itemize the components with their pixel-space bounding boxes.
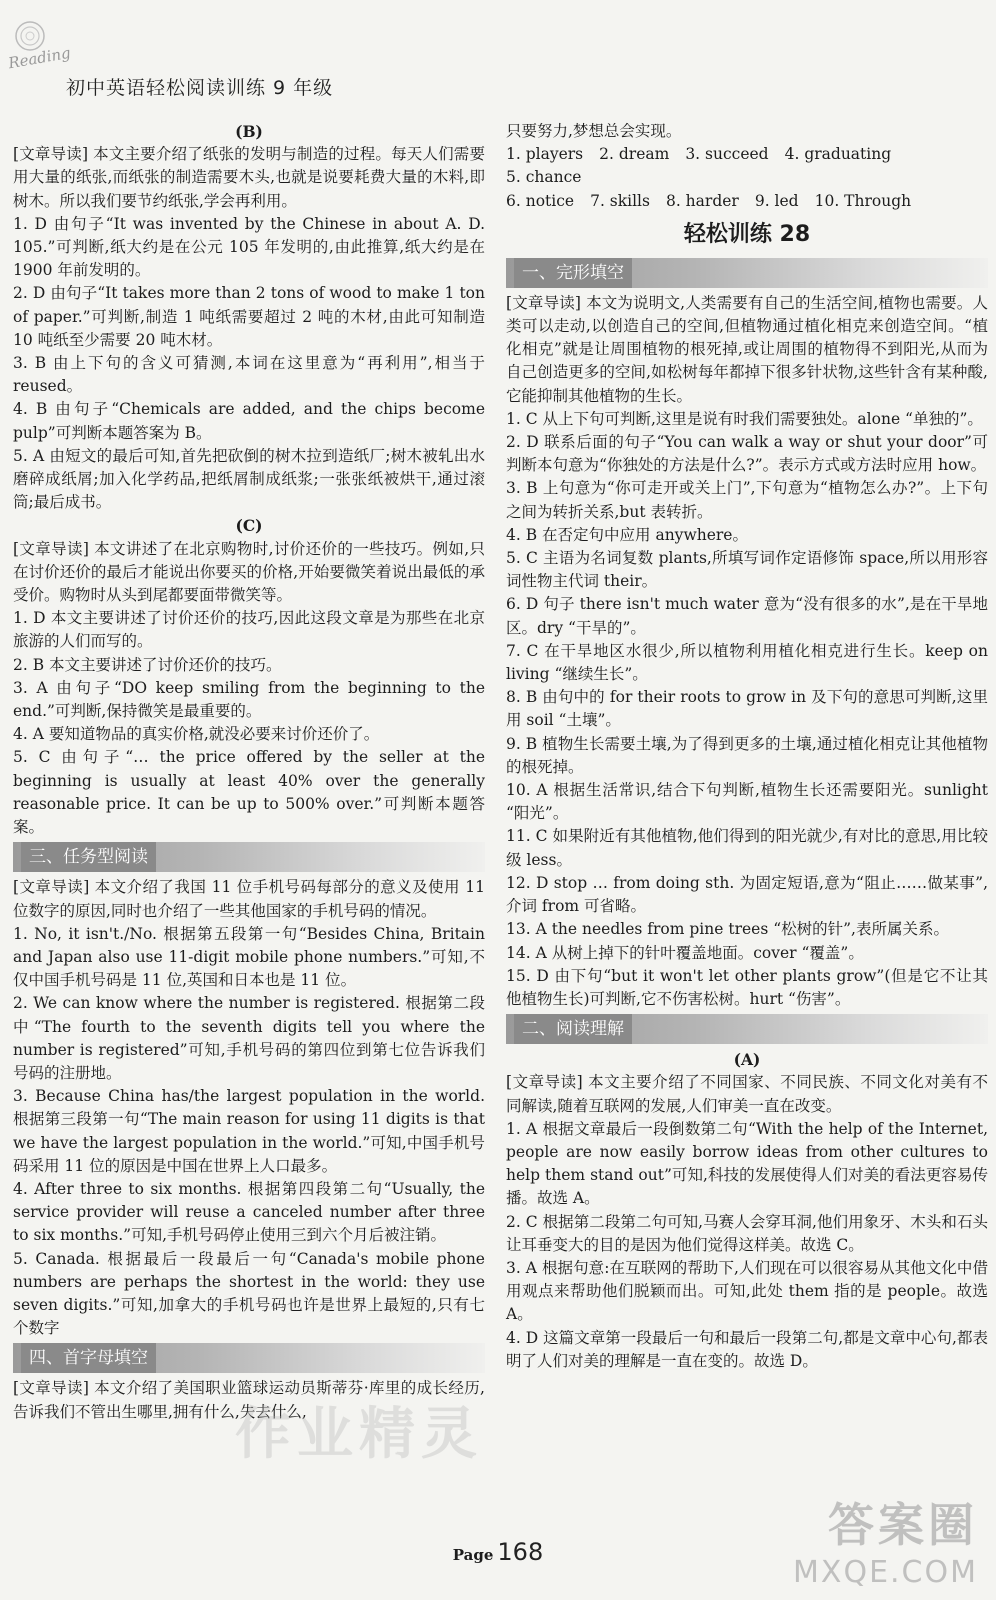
page-number: 168 (497, 1538, 544, 1566)
s3-intro: [文章导读] 本文介绍了我国 11 位手机号码每部分的意义及使用 11 位数字的原因,同时也介绍了一些其他国家的手机号码的情况。 (13, 878, 485, 920)
book-title: 初中英语轻松阅读训练 9 年级 (66, 77, 334, 99)
answer-row-2 (506, 190, 988, 213)
book-logo (6, 14, 72, 94)
a-item-3: 3. A 根据句意:在互联网的帮助下,人们现在可以很容易从其他文化中借用观点来帮助他们脱颖而出。可知,此处 them 指的是 people。故选 A。 (506, 1258, 988, 1324)
section-2-title: 二、阅读理解 (514, 1014, 632, 1044)
a-item-1: 1. A 根据文章最后一段倒数第二句“With the help of the Internet, people are now easily borrow ideas from other cultures to help them stand out”可知,科技的发展使得人们对美的看法更容易传播。故选 A。 (506, 1119, 988, 1208)
section-1-title: 一、完形填空 (514, 258, 632, 288)
corner-watermark (793, 1489, 978, 1590)
s1-item-3: 3. B 上句意为“你可走开或关上门”,下句意为“植物怎么办?”。上下句之间为转折关系,but 表转折。 (506, 479, 988, 521)
center-watermark: 作业精灵 (235, 1402, 483, 1467)
s3-item-5: 5. Canada. 根据最后一段最后一句“Canada's mobile phone numbers are perhaps the shortest in the world: they use seven digits.”可知,加拿大的手机号码也许是世界上最短的,只有七个数字 (13, 1249, 485, 1338)
corner-watermark-title: 答案圈 (828, 1498, 978, 1552)
b-item-3: 3. B 由上下句的含义可猜测,本词在这里意为“再利用”,相当于 reused。 (13, 354, 485, 396)
b-intro: [文章导读] 本文主要介绍了纸张的发明与制造的过程。每天人们需要用大量的纸张,而纸张的制造需要木头,也就是说要耗费大量的木料,即树木。所以我们要节约纸张,学会再利用。 (13, 145, 485, 210)
s1-item-7: 7. C 在干旱地区水很少,所以植物利用植化相克进行生长。keep on living “继续生长”。 (506, 641, 988, 684)
s1-item-11: 11. C 如果附近有其他植物,他们得到的阳光就少,有对比的意思,用比较级 less。 (506, 827, 988, 869)
right-column (506, 120, 988, 1373)
a-item-2: 2. C 根据第二段第二句可知,马赛人会穿耳洞,他们用象牙、木头和石头让耳垂变大的目的是因为他们觉得这样美。故选 C。 (506, 1212, 988, 1254)
c-item-4: 4. A 要知道物品的真实价格,就没必要来讨价还价了。 (13, 725, 380, 744)
answer-4: 4. graduating (784, 145, 892, 164)
exercise-title: 轻松训练 28 (683, 221, 811, 247)
s3-item-4: 4. After three to six months. 根据第四段第二句“Usually, the service provider will reuse a canceled number after three to six months.”可知,手机号码停止使用三到六个月后被注销。 (13, 1179, 485, 1245)
left-column (13, 120, 485, 1424)
a-item-4: 4. D 这篇文章第一段最后一句和最后一段第二句,都是文章中心句,都表明了人们对美的理解是一直在变的。故选 D。 (506, 1328, 988, 1370)
answer-10: 10. Through (814, 191, 912, 210)
section-c-heading: (C) (235, 516, 263, 536)
s1-item-4: 4. B 在否定句中应用 anywhere。 (506, 525, 748, 544)
answer-8: 8. harder (665, 191, 739, 210)
c-item-5: 5. C 由句子“… the price offered by the seller at the beginning is usually at least 40% over the generally reasonable price. It can be up to 500% over.”可判断本题答案。 (13, 748, 485, 837)
answer-9: 9. led (754, 191, 799, 210)
s1-item-2: 2. D 联系后面的句子“You can walk a way or shut your door”可判断本句意为“你独处的方法是什么?”。表示方式或方法时应用 how。 (506, 433, 988, 475)
c-item-2: 2. B 本文主要讲述了讨价还价的技巧。 (13, 655, 282, 674)
section-b-heading: (B) (235, 122, 263, 141)
s1-item-12: 12. D stop … from doing sth. 为固定短语,意为“阻止……做某事”,介词 from 可省略。 (506, 873, 988, 916)
b-item-5: 5. A 由短文的最后可知,首先把砍倒的树木拉到造纸厂;树木被轧出水磨碎成纸屑;加入化学药品,把纸屑制成纸浆;一张张纸被烘干,通过滚筒;最后成书。 (13, 446, 485, 512)
section-1-bar (506, 258, 988, 288)
s1-item-9: 9. B 植物生长需要土壤,为了得到更多的土壤,通过植化相克让其他植物的根死掉。 (506, 734, 988, 776)
c-item-1: 1. D 本文主要讲述了讨价还价的技巧,因此这段文章是为那些在北京旅游的人们而写的。 (13, 609, 485, 651)
logo-text: Reading (6, 43, 72, 73)
c-intro: [文章导读] 本文讲述了在北京购物时,讨价还价的一些技巧。例如,只在讨价还价的最后才能说出你要买的价格,开始要微笑着说出最低的承受价。购物时从头到尾都要面带微笑等。 (13, 539, 485, 605)
s1-item-6: 6. D 句子 there isn't much water 意为“没有很多的水”,是在干旱地区。dry “干旱的”。 (506, 595, 988, 637)
answer-3: 3. succeed (685, 145, 769, 164)
c-item-3: 3. A 由句子“DO keep smiling from the beginning to the end.”可判断,保持微笑是最重要的。 (13, 678, 485, 721)
page-header (0, 0, 996, 120)
s1-item-8: 8. B 由句中的 for their roots to grow in 及下句的意思可判断,这里用 soil “土壤”。 (506, 688, 988, 730)
b-item-2: 2. D 由句子“It takes more than 2 tons of wood to make 1 ton of paper.”可判断,制造 1 吨纸需要超过 2 吨的木材,由此可知制造 10 吨纸至少需要 20 吨木材。 (13, 284, 485, 349)
s1-item-15: 15. D 由下句“but it won't let other plants grow”(但是它不让其他植物生长)可判断,它不伤害松树。hurt “伤害”。 (506, 966, 988, 1008)
a-intro: [文章导读] 本文主要介绍了不同国家、不同民族、不同文化对美有不同解读,随着互联网的发展,人们审美一直在改变。 (506, 1073, 988, 1115)
s1-item-13: 13. A the needles from pine trees “松树的针”,表所属关系。 (506, 920, 949, 939)
section-4-title: 四、首字母填空 (21, 1343, 156, 1373)
s1-intro: [文章导读] 本文为说明文,人类需要有自己的生活空间,植物也需要。人类可以走动,以创造自己的空间,但植物通过植化相克来创造空间。“植化相克”就是让周围植物的根死掉,或让周围的植物得不到阳光,从而为自己创造更多的空间,如松树每年都掉下很多针状物,这些针含有某种酸,它能抑制其他植物的生长。 (506, 293, 988, 405)
page-label: Page (452, 1546, 494, 1564)
answer-2: 2. dream (599, 145, 670, 164)
s3-item-3: 3. Because China has/the largest population in the world. 根据第三段第一句“The main reason for using 11 digits is that we have the largest population in the world.”可知,中国手机号码采用 11 位的原因是中国在世界上人口最多。 (13, 1087, 485, 1175)
section-a-heading: (A) (733, 1050, 761, 1070)
answer-5: 5. chance (506, 168, 582, 187)
s3-item-2: 2. We can know where the number is registered. 根据第二段中“The fourth to the seventh digits tell you where the number is registered”可知,手机号码的第四位到第七位告诉我们号码的注册地。 (13, 994, 485, 1082)
s4-continuation: 只要努力,梦想总会实现。 (506, 122, 682, 140)
section-4-bar (13, 1343, 485, 1373)
s1-item-1: 1. C 从上下句可判断,这里是说有时我们需要独处。alone “单独的”。 (506, 409, 983, 428)
s4-intro: [文章导读] 本文介绍了美国职业篮球运动员斯蒂芬·库里的成长经历,告诉我们不管出生哪里,拥有什么,失去什么, (13, 1379, 485, 1421)
corner-watermark-url: MXQE.COM (793, 1555, 978, 1590)
b-item-4: 4. B 由句子“Chemicals are added, and the chips become pulp”可判断本题答案为 B。 (13, 400, 485, 442)
answer-row-1 (506, 143, 988, 189)
section-3-title: 三、任务型阅读 (21, 842, 156, 872)
section-3-bar (13, 842, 485, 872)
s1-item-10: 10. A 根据生活常识,结合下句判断,植物生长还需要阳光。sunlight “阳光”。 (506, 781, 988, 823)
answer-6: 6. notice (506, 191, 575, 210)
answer-7: 7. skills (590, 191, 650, 210)
s1-item-5: 5. C 主语为名词复数 plants,所填写词作定语修饰 space,所以用形容词性物主代词 their。 (506, 549, 988, 591)
b-item-1: 1. D 由句子“It was invented by the Chinese in about A. D. 105.”可判断,纸大约是在公元 105 年发明的,由此推算,纸大约是在 1900 年前发明的。 (13, 214, 485, 280)
s3-item-1: 1. No, it isn't./No. 根据第五段第一句“Besides China, Britain and Japan also use 11-digit mobile phone numbers.”可知,不仅中国手机号码是 11 位,英国和日本也是 11 位。 (13, 924, 485, 990)
s1-item-14: 14. A 从树上掉下的针叶覆盖地面。cover “覆盖”。 (506, 943, 864, 962)
answer-1: 1. players (506, 145, 584, 164)
section-2-bar (506, 1014, 988, 1044)
